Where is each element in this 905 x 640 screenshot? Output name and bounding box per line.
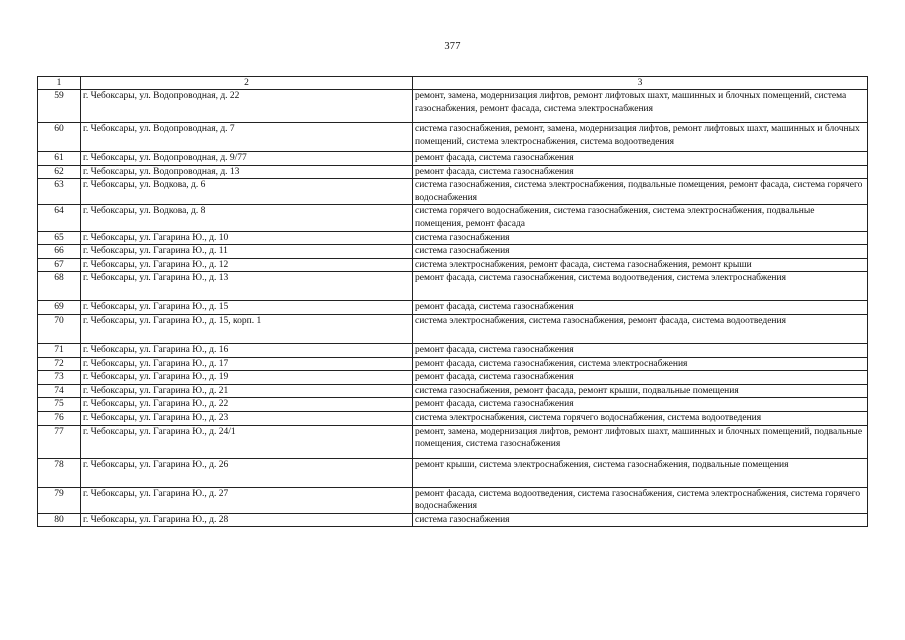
table-row bbox=[38, 152, 868, 166]
row-number: 61 bbox=[38, 152, 81, 166]
address-cell: г. Чебоксары, ул. Гагарина Ю., д. 21 bbox=[81, 384, 413, 398]
table-body bbox=[38, 90, 868, 527]
works-cell: система горячего водоснабжения, система газоснабжения, система электроснабжения, подвальные помещения, ремонт фасада bbox=[413, 205, 868, 231]
works-cell: система электроснабжения, ремонт фасада, система газоснабжения, ремонт крыши bbox=[413, 258, 868, 272]
works-cell: ремонт фасада, система газоснабжения bbox=[413, 301, 868, 315]
table-row bbox=[38, 272, 868, 301]
row-number: 66 bbox=[38, 245, 81, 259]
table-row bbox=[38, 487, 868, 513]
works-cell: ремонт фасада, система газоснабжения, система водоотведения, система электроснабжения bbox=[413, 272, 868, 301]
row-number: 74 bbox=[38, 384, 81, 398]
address-cell: г. Чебоксары, ул. Водопроводная, д. 9/77 bbox=[81, 152, 413, 166]
table-row bbox=[38, 371, 868, 385]
address-cell: г. Чебоксары, ул. Гагарина Ю., д. 19 bbox=[81, 371, 413, 385]
table-row bbox=[38, 314, 868, 343]
column-header-number: 1 bbox=[38, 77, 81, 90]
table-row bbox=[38, 513, 868, 527]
row-number: 60 bbox=[38, 123, 81, 152]
row-number: 71 bbox=[38, 343, 81, 357]
table-row bbox=[38, 90, 868, 123]
address-cell: г. Чебоксары, ул. Водкова, д. 8 bbox=[81, 205, 413, 231]
works-cell: ремонт, замена, модернизация лифтов, ремонт лифтовых шахт, машинных и блочных помещений, система газоснабжения, ремонт фасада, система электроснабжения bbox=[413, 90, 868, 123]
table-row bbox=[38, 301, 868, 315]
works-cell: система газоснабжения, ремонт, замена, модернизация лифтов, ремонт лифтовых шахт, машинных и блочных помещений, система электроснабжения, система водоотведения bbox=[413, 123, 868, 152]
row-number: 70 bbox=[38, 314, 81, 343]
row-number: 62 bbox=[38, 165, 81, 179]
table-row bbox=[38, 179, 868, 205]
row-number: 69 bbox=[38, 301, 81, 315]
table-header bbox=[38, 77, 868, 90]
address-cell: г. Чебоксары, ул. Водопроводная, д. 7 bbox=[81, 123, 413, 152]
table-row bbox=[38, 384, 868, 398]
row-number: 77 bbox=[38, 425, 81, 458]
table-row bbox=[38, 357, 868, 371]
row-number: 76 bbox=[38, 411, 81, 425]
table-row bbox=[38, 231, 868, 245]
address-cell: г. Чебоксары, ул. Гагарина Ю., д. 22 bbox=[81, 398, 413, 412]
row-number: 79 bbox=[38, 487, 81, 513]
row-number: 68 bbox=[38, 272, 81, 301]
address-cell: г. Чебоксары, ул. Гагарина Ю., д. 13 bbox=[81, 272, 413, 301]
works-cell: ремонт крыши, система электроснабжения, система газоснабжения, подвальные помещения bbox=[413, 458, 868, 487]
table-row bbox=[38, 205, 868, 231]
address-cell: г. Чебоксары, ул. Водкова, д. 6 bbox=[81, 179, 413, 205]
row-number: 67 bbox=[38, 258, 81, 272]
table-row bbox=[38, 458, 868, 487]
row-number: 65 bbox=[38, 231, 81, 245]
column-header-works: 3 bbox=[413, 77, 868, 90]
works-cell: система газоснабжения bbox=[413, 245, 868, 259]
address-cell: г. Чебоксары, ул. Гагарина Ю., д. 17 bbox=[81, 357, 413, 371]
row-number: 75 bbox=[38, 398, 81, 412]
works-cell: ремонт фасада, система газоснабжения, система электроснабжения bbox=[413, 357, 868, 371]
address-cell: г. Чебоксары, ул. Гагарина Ю., д. 24/1 bbox=[81, 425, 413, 458]
address-cell: г. Чебоксары, ул. Гагарина Ю., д. 16 bbox=[81, 343, 413, 357]
works-cell: система газоснабжения bbox=[413, 513, 868, 527]
works-cell: система электроснабжения, система горячего водоснабжения, система водоотведения bbox=[413, 411, 868, 425]
column-header-address: 2 bbox=[81, 77, 413, 90]
address-cell: г. Чебоксары, ул. Гагарина Ю., д. 26 bbox=[81, 458, 413, 487]
table-row bbox=[38, 258, 868, 272]
address-cell: г. Чебоксары, ул. Гагарина Ю., д. 10 bbox=[81, 231, 413, 245]
works-cell: ремонт фасада, система газоснабжения bbox=[413, 371, 868, 385]
works-cell: ремонт фасада, система водоотведения, система газоснабжения, система электроснабжения, система горячего водоснабжения bbox=[413, 487, 868, 513]
table-row bbox=[38, 398, 868, 412]
address-cell: г. Чебоксары, ул. Гагарина Ю., д. 28 bbox=[81, 513, 413, 527]
row-number: 64 bbox=[38, 205, 81, 231]
address-cell: г. Чебоксары, ул. Гагарина Ю., д. 15, корп. 1 bbox=[81, 314, 413, 343]
row-number: 78 bbox=[38, 458, 81, 487]
works-cell: система газоснабжения, ремонт фасада, ремонт крыши, подвальные помещения bbox=[413, 384, 868, 398]
table-row bbox=[38, 425, 868, 458]
row-number: 63 bbox=[38, 179, 81, 205]
registry-table bbox=[37, 76, 868, 527]
address-cell: г. Чебоксары, ул. Водопроводная, д. 22 bbox=[81, 90, 413, 123]
table-row bbox=[38, 165, 868, 179]
table-row bbox=[38, 411, 868, 425]
works-cell: ремонт фасада, система газоснабжения bbox=[413, 343, 868, 357]
address-cell: г. Чебоксары, ул. Гагарина Ю., д. 23 bbox=[81, 411, 413, 425]
address-cell: г. Чебоксары, ул. Гагарина Ю., д. 15 bbox=[81, 301, 413, 315]
works-cell: система электроснабжения, система газоснабжения, ремонт фасада, система водоотведения bbox=[413, 314, 868, 343]
table-row bbox=[38, 245, 868, 259]
works-cell: система газоснабжения, система электроснабжения, подвальные помещения, ремонт фасада, система горячего водоснабжения bbox=[413, 179, 868, 205]
works-cell: система газоснабжения bbox=[413, 231, 868, 245]
row-number: 73 bbox=[38, 371, 81, 385]
address-cell: г. Чебоксары, ул. Гагарина Ю., д. 27 bbox=[81, 487, 413, 513]
table-row bbox=[38, 343, 868, 357]
works-cell: ремонт фасада, система газоснабжения bbox=[413, 165, 868, 179]
works-cell: ремонт, замена, модернизация лифтов, ремонт лифтовых шахт, машинных и блочных помещений, подвальные помещения, система газоснабжения bbox=[413, 425, 868, 458]
row-number: 72 bbox=[38, 357, 81, 371]
address-cell: г. Чебоксары, ул. Гагарина Ю., д. 12 bbox=[81, 258, 413, 272]
row-number: 59 bbox=[38, 90, 81, 123]
works-cell: ремонт фасада, система газоснабжения bbox=[413, 152, 868, 166]
works-cell: ремонт фасада, система газоснабжения bbox=[413, 398, 868, 412]
page-number: 377 bbox=[444, 41, 461, 52]
row-number: 80 bbox=[38, 513, 81, 527]
address-cell: г. Чебоксары, ул. Гагарина Ю., д. 11 bbox=[81, 245, 413, 259]
table-row bbox=[38, 123, 868, 152]
address-cell: г. Чебоксары, ул. Водопроводная, д. 13 bbox=[81, 165, 413, 179]
